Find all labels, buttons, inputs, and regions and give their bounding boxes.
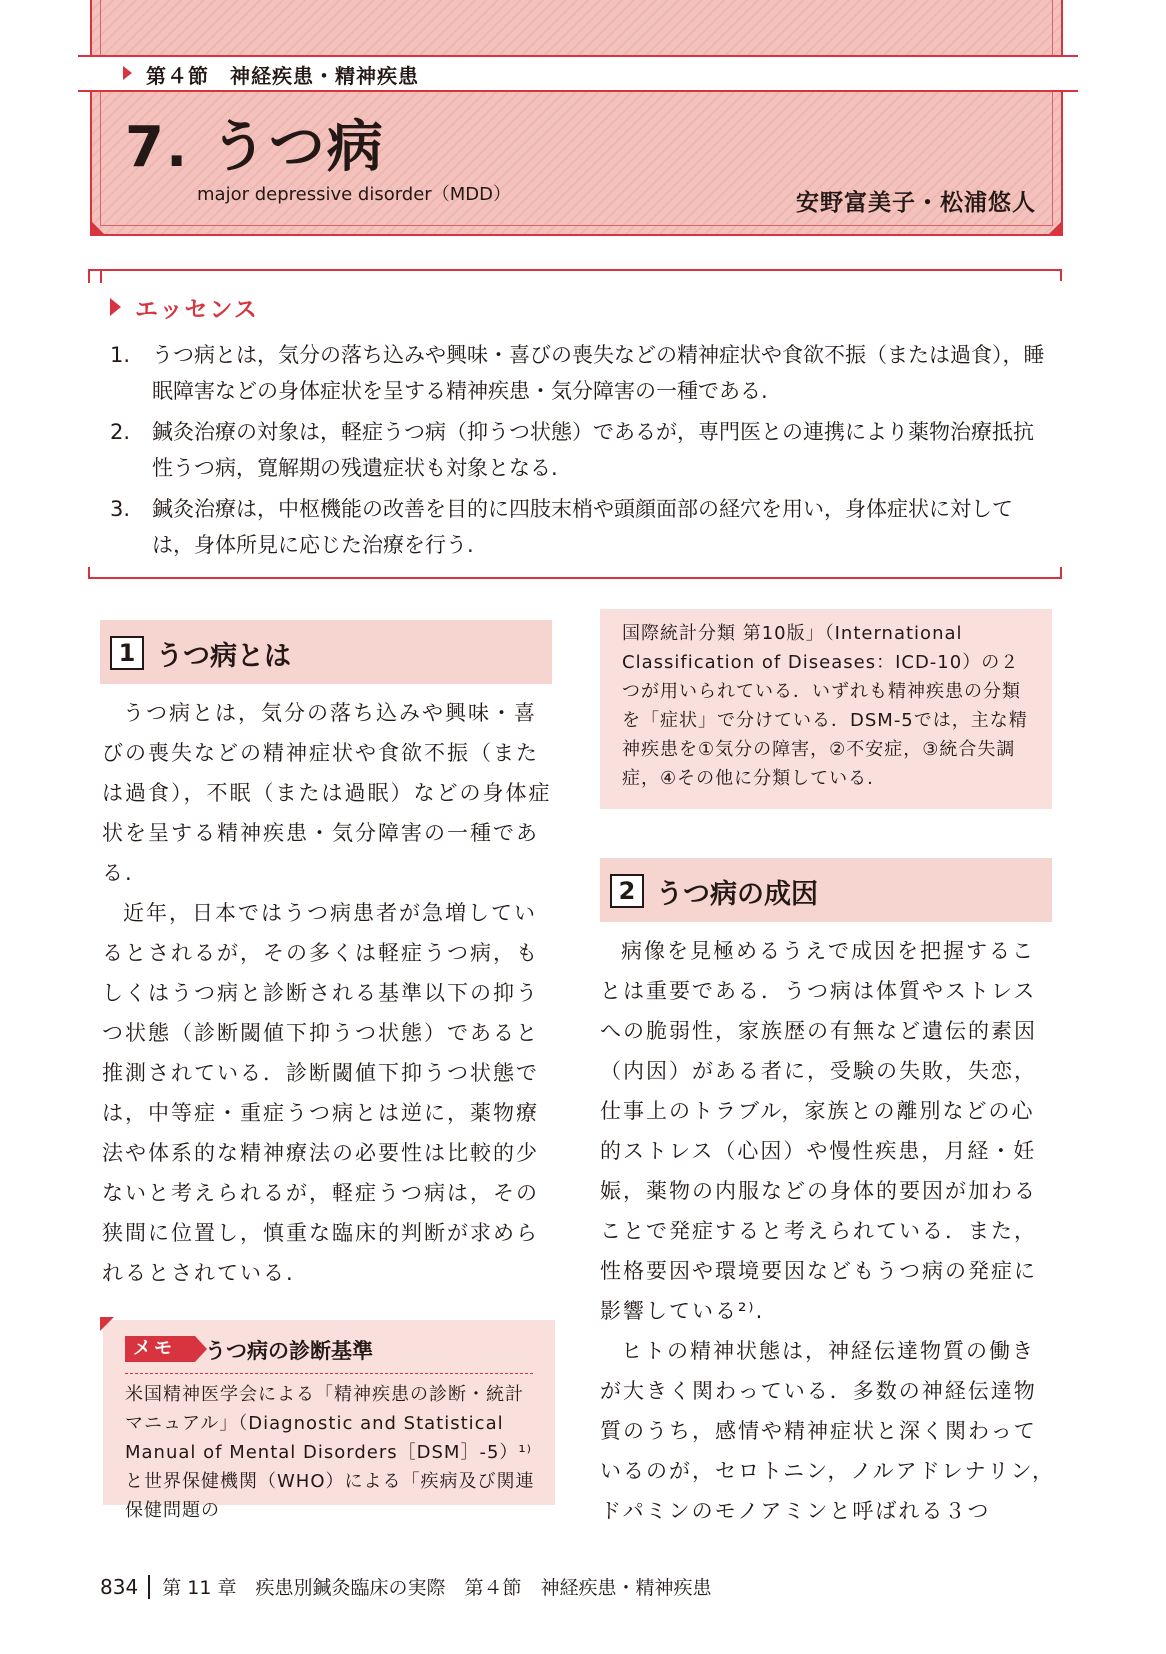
paragraph: うつ病とは，気分の落ち込みや興味・喜びの喪失などの精神症状や食欲不振（または過食），不眠（または過眠）などの身体症状を呈する精神疾患・気分障害の一種である. — [102, 701, 552, 885]
list-item: 1. うつ病とは，気分の落ち込みや興味・喜びの喪失などの精神症状や食欲不振（または過食），睡眠障害などの身体症状を呈する精神疾患・気分障害の一種である. — [110, 343, 1045, 403]
section-number: 2 — [610, 874, 644, 908]
page-title: 7. うつ病 — [125, 115, 385, 180]
page-number: 834 — [100, 1575, 150, 1599]
paragraph: 病像を見極めるうえで成因を把握することは重要である．うつ病は体質やストレスへの脆弱性，家族歴の有無など遺伝的素因（内因）がある者に，受験の失敗，失恋，仕事上のトラブル，家族との離別などの心的ストレス（心因）や慢性疾患，月経・妊娠，薬物の内服などの身体的要因が加わることで発症すると考えられている．また，性格要因や環境要因などもうつ病の発症に影響している²⁾. — [600, 939, 1037, 1323]
paragraph: ヒトの精神状態は，神経伝達物質の働きが大きく関わっている．多数の神経伝達物質のうち，感情や精神症状と深く関わっているのが，セロトニン，ノルアドレナリン，ドパミンのモノアミンと呼ばれる３つ — [600, 1339, 1055, 1523]
memo-tag: メモ — [125, 1336, 195, 1362]
memo-corner-decoration — [100, 1317, 114, 1331]
box-corner — [88, 269, 90, 281]
memo-body: 米国精神医学会による「精神疾患の診断・統計マニュアル」（Diagnostic and Statistical Manual of Mental Disorders［DSM］-5）¹⁾ と世界保健機関（WHO）による「疾病及び関連保健問題の — [125, 1384, 535, 1521]
list-item: 3. 鍼灸治療は，中枢機能の改善を目的に四肢末梢や頭顔面部の経穴を用い，身体症状に対しては，身体所見に応じた治療を行う. — [110, 497, 1013, 557]
box-corner — [1060, 567, 1062, 579]
divider — [125, 1373, 533, 1374]
memo-title: うつ病の診断基準 — [205, 1339, 373, 1363]
memo-box — [103, 1320, 555, 1521]
box-corner — [88, 567, 90, 579]
essence-list — [110, 337, 1045, 568]
paragraph: 近年，日本ではうつ病患者が急増しているとされるが，その多くは軽症うつ病，もしくはうつ病と診断される基準以下の抑うつ状態（診断閾値下抑うつ状態）であると推測されている．診断閾値下抑うつ状態では，中等症・重症うつ病とは逆に，薬物療法や体系的な精神療法の必要性は比較的少ないと考えられるが，軽症うつ病は，その狭間に位置し，慎重な臨床的判断が求められるとされている. — [102, 901, 539, 1285]
column-left-text — [102, 693, 557, 1293]
section-heading — [100, 620, 552, 684]
section-label: 第４節 神経疾患・精神疾患 — [146, 64, 419, 88]
authors: 安野富美子・松浦悠人 — [796, 190, 1036, 216]
section-title: うつ病とは — [156, 641, 291, 672]
running-footer: 第 11 章 疾患別鍼灸臨床の実際 第４節 神経疾患・精神疾患 — [162, 1577, 712, 1599]
triangle-right-icon — [123, 66, 132, 80]
header-corner-decoration — [90, 220, 106, 236]
triangle-right-icon — [110, 298, 121, 316]
memo-continuation-box — [600, 609, 1052, 809]
page-footer — [100, 1573, 711, 1600]
essence-title: エッセンス — [110, 291, 259, 324]
memo-body-continued: 国際統計分類 第10版」（International Classification of Diseases：ICD-10）の２つが用いられている．いずれも精神疾患の分類を「症状」で分けている．DSM-5では，主な精神疾患を①気分の障害，②不安症，③統合失調症，④その他に分類している. — [622, 623, 1028, 789]
box-corner — [1060, 269, 1062, 281]
header-corner-decoration — [1047, 220, 1063, 236]
essence-box — [90, 269, 1060, 579]
section-number: 1 — [110, 636, 144, 670]
column-right-text — [600, 931, 1055, 1531]
english-title: major depressive disorder（MDD） — [197, 184, 511, 205]
section-title: うつ病の成因 — [656, 879, 818, 910]
list-item: 2. 鍼灸治療の対象は，軽症うつ病（抑うつ状態）であるが，専門医との連携により薬物治療抵抗性うつ病，寛解期の残遺症状も対象となる. — [110, 420, 1034, 480]
section-bar — [78, 55, 1078, 92]
section-heading — [600, 858, 1052, 922]
